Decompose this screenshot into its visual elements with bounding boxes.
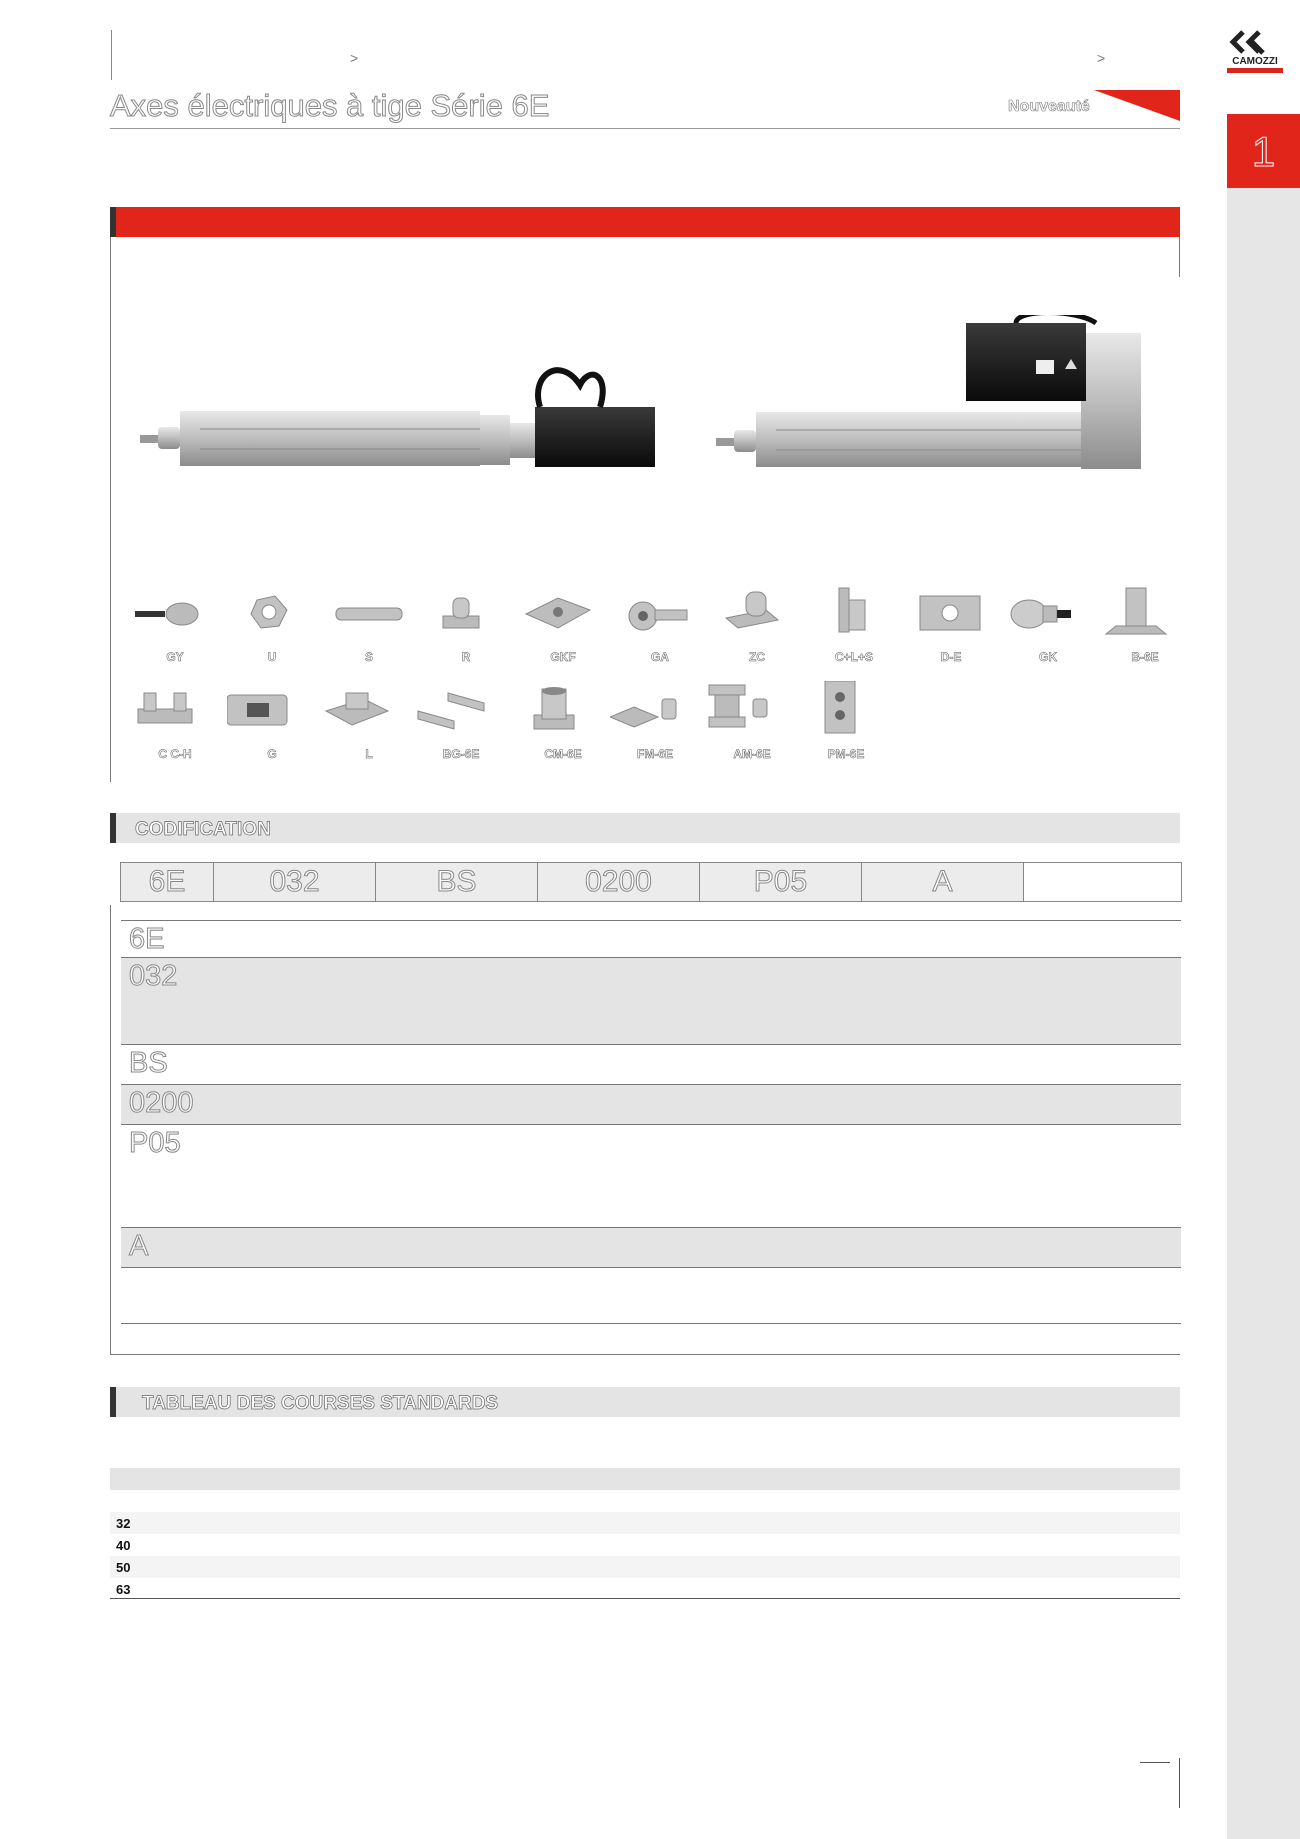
accessory-am-6e[interactable] (707, 681, 797, 771)
codification-row (121, 957, 1181, 1044)
codification-header (110, 813, 1180, 843)
code-cell: 0200 (537, 863, 699, 901)
accessory-cm-6e[interactable] (518, 681, 608, 771)
header-mark (110, 1387, 116, 1417)
codification-row (121, 1227, 1181, 1267)
section-band-mark (110, 207, 116, 237)
angle-bracket-icon (324, 681, 414, 741)
table-row (110, 1534, 1180, 1556)
codification-row (121, 920, 1181, 957)
table-row (110, 1556, 1180, 1578)
accessory-label: PM-6E (827, 747, 865, 761)
mounting-bars-icon (416, 681, 506, 741)
accessory-label: R (461, 650, 471, 664)
accessory-label: G (267, 747, 277, 761)
new-badge: Nouveauté (1008, 98, 1090, 115)
accessory-label: B-6E (1131, 650, 1159, 664)
actuator-inline-motor-image (140, 355, 660, 495)
strokes-title: TABLEAU DES COURSES STANDARDS (142, 1393, 499, 1414)
accessory-label: AM-6E (733, 747, 771, 761)
row-code: 0200 (129, 1087, 194, 1119)
motor-flange-icon (518, 681, 608, 741)
codification-row (121, 1267, 1181, 1323)
accessory-label: ZC (749, 650, 765, 664)
row-code: A (129, 1230, 149, 1262)
strokes-table (110, 1418, 1180, 1599)
section-band (110, 207, 1180, 237)
title-divider (110, 128, 1180, 129)
strokes-header (110, 1387, 1180, 1417)
trunnion-bracket-icon (712, 584, 802, 644)
accessory-gy[interactable] (130, 584, 220, 674)
size-label: 40 (116, 1538, 131, 1553)
clevis-bracket-icon (421, 584, 511, 644)
size-label: 63 (116, 1582, 131, 1597)
accessory-r[interactable] (421, 584, 511, 674)
size-label: 32 (116, 1516, 131, 1531)
accessory-g[interactable] (227, 681, 317, 771)
accessory-u[interactable] (227, 584, 317, 674)
codification-row (121, 1084, 1181, 1124)
breadcrumb-separator: > (1097, 50, 1106, 66)
size-label: 50 (116, 1560, 131, 1575)
accessory-label: FM-6E (637, 747, 673, 761)
accessory-label: C C-H (158, 747, 192, 761)
accessory-label: L (365, 747, 373, 761)
rod-clevis-icon (227, 681, 317, 741)
logo-bar (1227, 68, 1283, 73)
hex-nut-icon (227, 584, 317, 644)
table-row (110, 1512, 1180, 1534)
row-code: BS (129, 1047, 168, 1079)
code-cell: 032 (213, 863, 375, 901)
breadcrumb (111, 30, 1180, 80)
accessory-gk[interactable] (1003, 584, 1093, 674)
self-aligning-coupling-icon (1003, 584, 1093, 644)
table-row (110, 1578, 1180, 1600)
accessory-label: BG-6E (442, 747, 480, 761)
clevis-foot-icon (130, 681, 220, 741)
code-example-row (120, 862, 1182, 902)
codification-row (121, 1323, 1181, 1355)
accessory-d-e[interactable] (906, 584, 996, 674)
pin-icon (324, 584, 414, 644)
accessory-label: CM-6E (544, 747, 582, 761)
codification-title: CODIFICATION (135, 819, 271, 840)
code-cell: P05 (699, 863, 861, 901)
flange-kit-icon (610, 681, 700, 741)
accessory-label: U (267, 650, 277, 664)
accessory-l[interactable] (324, 681, 414, 771)
accessory-label: GY (166, 650, 184, 664)
code-cell: A (861, 863, 1023, 901)
flange-coupling-icon (518, 584, 608, 644)
codification-row (121, 1044, 1181, 1084)
accessory-label: GK (1039, 650, 1057, 664)
actuator-parallel-motor-image (716, 315, 1146, 495)
section-tab-number: 1 (1251, 128, 1276, 175)
code-cell: BS (375, 863, 537, 901)
clevis-set-icon (809, 584, 899, 644)
accessory-gkf[interactable] (518, 584, 608, 674)
code-cell (1023, 863, 1182, 901)
table-header-row (110, 1468, 1180, 1490)
accessory-b-6e[interactable] (1100, 584, 1190, 674)
footer-rule (1179, 1758, 1180, 1808)
footer-rule (1140, 1762, 1170, 1763)
row-code: 032 (129, 960, 178, 992)
accessory-label: C+L+S (834, 650, 873, 664)
section-border (1179, 237, 1180, 277)
logo-text: CAMOZZI (1232, 56, 1278, 67)
breadcrumb-separator: > (350, 50, 359, 66)
accessory-label: D-E (940, 650, 962, 664)
accessory-bg-6e[interactable] (416, 681, 506, 771)
row-code: P05 (129, 1127, 181, 1159)
row-code: 6E (129, 923, 165, 955)
accessory-fm-6e[interactable] (610, 681, 700, 771)
codification-row (121, 1124, 1181, 1227)
new-badge-triangle-icon (1094, 90, 1180, 121)
accessory-pm-6e[interactable] (809, 681, 899, 771)
accessory-label: GA (651, 650, 669, 664)
header-mark (110, 813, 116, 843)
page-title: Axes électriques à tige Série 6E (110, 88, 550, 123)
accessory-zc[interactable] (712, 584, 802, 674)
accessory-c-l-s[interactable] (809, 584, 899, 674)
accessory-label: S (364, 650, 373, 664)
motor-plate-icon (809, 681, 899, 741)
accessory-c-c-h[interactable] (130, 681, 220, 771)
flange-plate-icon (906, 584, 996, 644)
side-strip (1227, 114, 1300, 1839)
rod-eye-icon (615, 584, 705, 644)
accessory-label: GKF (550, 650, 576, 664)
foot-bracket-icon (1100, 584, 1190, 644)
accessory-s[interactable] (324, 584, 414, 674)
section-border (110, 237, 111, 782)
codification-table (110, 905, 1180, 1355)
code-cell: 6E (120, 863, 213, 901)
adapter-kit-icon (707, 681, 797, 741)
accessory-ga[interactable] (615, 584, 705, 674)
rod-end-joint-icon (130, 584, 220, 644)
